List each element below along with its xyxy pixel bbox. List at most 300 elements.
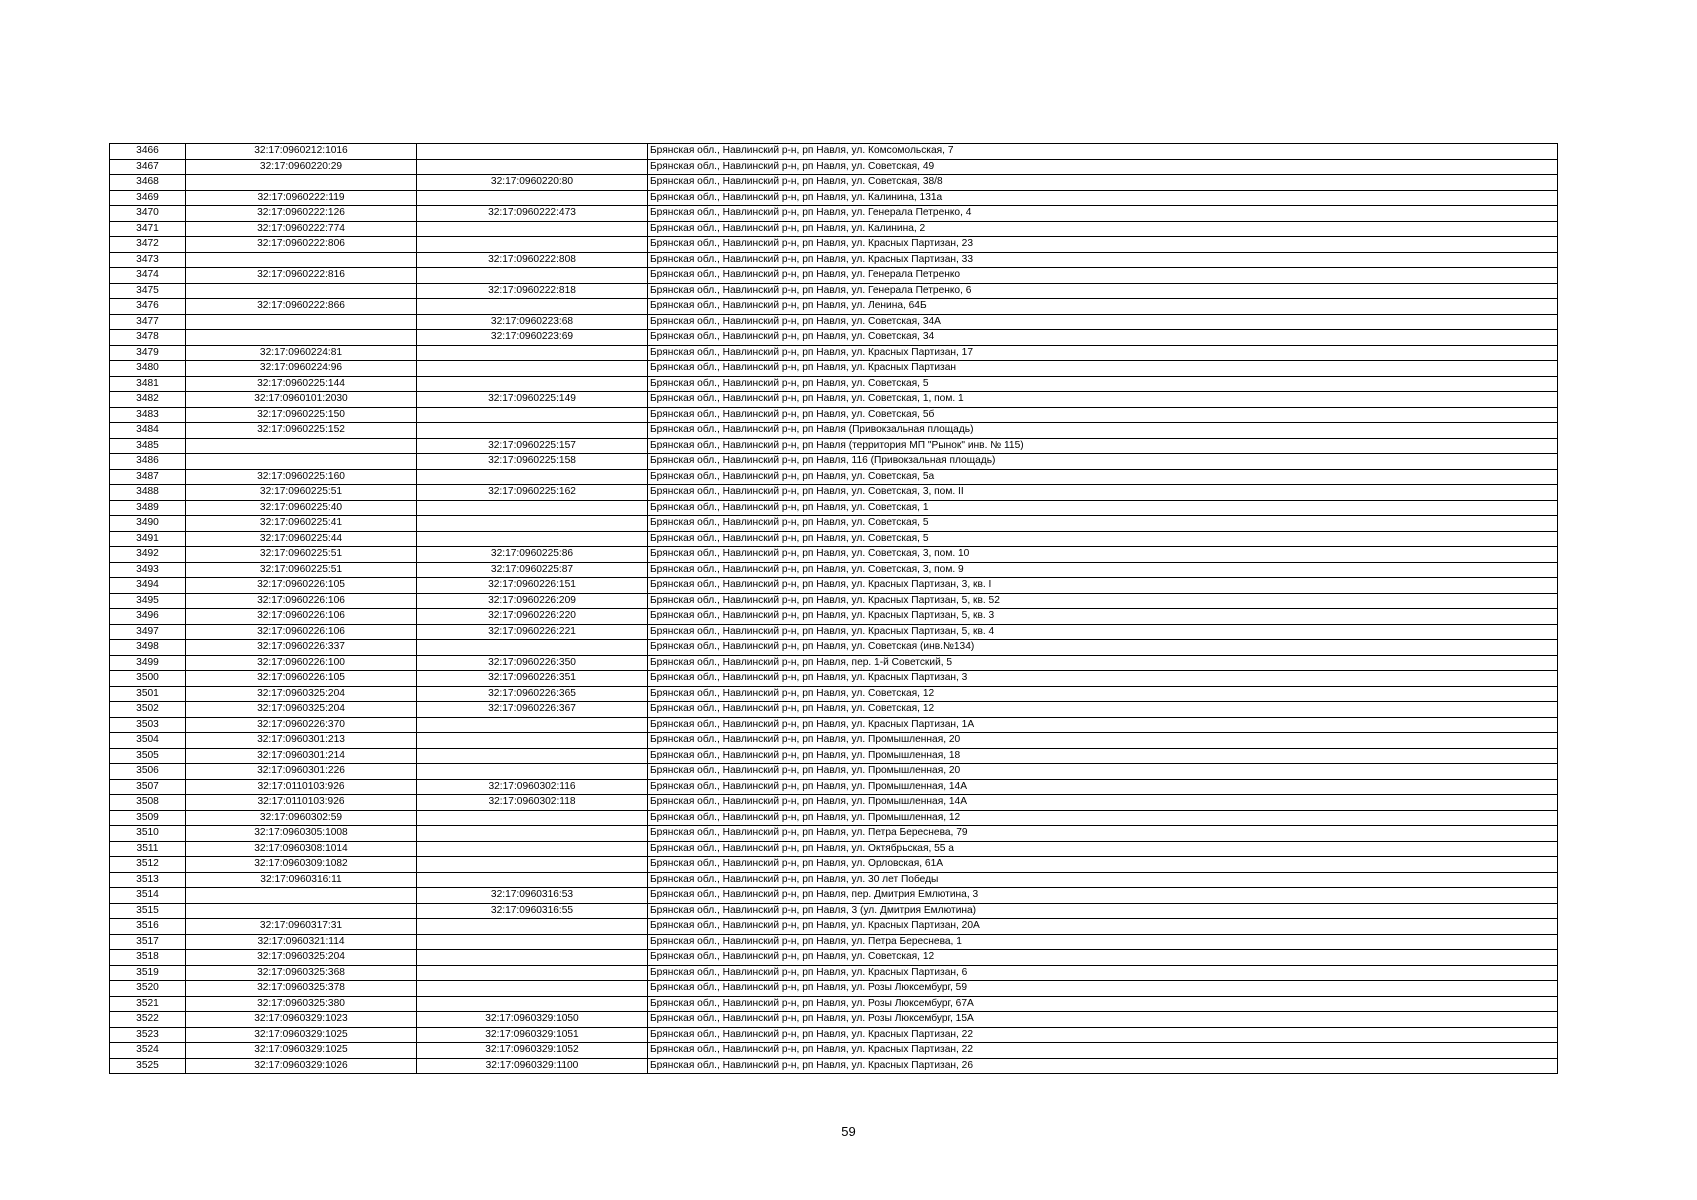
cadastral-number-cell: 32:17:0960222:126 [186,206,417,222]
row-number-cell: 3471 [110,221,186,237]
address-cell: Брянская обл., Навлинский р-н, рп Навля, ул. Генерала Петренко, 6 [648,283,1558,299]
row-number-cell: 3513 [110,872,186,888]
row-number-cell: 3512 [110,857,186,873]
table-row [110,1012,1558,1028]
related-cadastral-number-cell [417,826,648,842]
row-number-cell: 3524 [110,1043,186,1059]
row-number-cell: 3498 [110,640,186,656]
table-row [110,702,1558,718]
address-cell: Брянская обл., Навлинский р-н, рп Навля, ул. Советская, 1 [648,500,1558,516]
row-number-cell: 3476 [110,299,186,315]
address-cell: Брянская обл., Навлинский р-н, рп Навля, ул. Красных Партизан, 20А [648,919,1558,935]
cadastral-number-cell: 32:17:0960329:1026 [186,1058,417,1074]
table-row [110,469,1558,485]
related-cadastral-number-cell [417,423,648,439]
related-cadastral-number-cell [417,981,648,997]
cadastral-number-cell: 32:17:0110103:926 [186,779,417,795]
address-cell: Брянская обл., Навлинский р-н, рп Навля, ул. Советская (инв.№134) [648,640,1558,656]
address-cell: Брянская обл., Навлинский р-н, рп Навля, ул. Промышленная, 12 [648,810,1558,826]
address-cell: Брянская обл., Навлинский р-н, рп Навля, 116 (Привокзальная площадь) [648,454,1558,470]
row-number-cell: 3494 [110,578,186,594]
table-row [110,392,1558,408]
address-cell: Брянская обл., Навлинский р-н, рп Навля, ул. Советская, 5 [648,376,1558,392]
cadastral-number-cell [186,330,417,346]
cadastral-number-cell: 32:17:0960226:337 [186,640,417,656]
row-number-cell: 3510 [110,826,186,842]
address-cell: Брянская обл., Навлинский р-н, рп Навля (Привокзальная площадь) [648,423,1558,439]
cadastral-number-cell: 32:17:0960329:1025 [186,1043,417,1059]
related-cadastral-number-cell [417,345,648,361]
address-cell: Брянская обл., Навлинский р-н, рп Навля, ул. Красных Партизан, 5, кв. 4 [648,624,1558,640]
cadastral-number-cell [186,283,417,299]
table-row [110,748,1558,764]
cadastral-number-cell: 32:17:0960225:144 [186,376,417,392]
cadastral-number-cell: 32:17:0960222:806 [186,237,417,253]
address-cell: Брянская обл., Навлинский р-н, рп Навля, ул. Советская, 34А [648,314,1558,330]
table-row [110,903,1558,919]
table-row [110,717,1558,733]
cadastral-number-cell: 32:17:0960301:214 [186,748,417,764]
cadastral-number-cell: 32:17:0960225:152 [186,423,417,439]
cadastral-number-cell: 32:17:0960226:106 [186,624,417,640]
related-cadastral-number-cell: 32:17:0960226:350 [417,655,648,671]
related-cadastral-number-cell: 32:17:0960225:86 [417,547,648,563]
row-number-cell: 3500 [110,671,186,687]
cadastral-number-cell: 32:17:0110103:926 [186,795,417,811]
address-cell: Брянская обл., Навлинский р-н, рп Навля, ул. Промышленная, 14А [648,795,1558,811]
related-cadastral-number-cell: 32:17:0960222:808 [417,252,648,268]
cadastral-number-cell: 32:17:0960226:106 [186,609,417,625]
cadastral-number-cell: 32:17:0960225:150 [186,407,417,423]
related-cadastral-number-cell: 32:17:0960223:68 [417,314,648,330]
cadastral-number-cell: 32:17:0960226:105 [186,671,417,687]
address-cell: Брянская обл., Навлинский р-н, рп Навля, ул. Промышленная, 18 [648,748,1558,764]
row-number-cell: 3486 [110,454,186,470]
table-row [110,965,1558,981]
cadastral-number-cell: 32:17:0960317:31 [186,919,417,935]
related-cadastral-number-cell [417,531,648,547]
related-cadastral-number-cell: 32:17:0960223:69 [417,330,648,346]
related-cadastral-number-cell: 32:17:0960225:157 [417,438,648,454]
address-cell: Брянская обл., Навлинский р-н, рп Навля, ул. Красных Партизан, 22 [648,1043,1558,1059]
address-cell: Брянская обл., Навлинский р-н, рп Навля, ул. Ленина, 64Б [648,299,1558,315]
cadastral-number-cell: 32:17:0960305:1008 [186,826,417,842]
table-row [110,516,1558,532]
cadastral-number-cell [186,314,417,330]
related-cadastral-number-cell: 32:17:0960226:221 [417,624,648,640]
cadastral-number-cell: 32:17:0960224:81 [186,345,417,361]
table-row [110,206,1558,222]
table-row [110,547,1558,563]
related-cadastral-number-cell: 32:17:0960226:220 [417,609,648,625]
address-cell: Брянская обл., Навлинский р-н, рп Навля, ул. Промышленная, 14А [648,779,1558,795]
cadastral-number-cell: 32:17:0960325:204 [186,950,417,966]
table-row [110,640,1558,656]
cadastral-number-cell: 32:17:0960226:370 [186,717,417,733]
related-cadastral-number-cell: 32:17:0960225:149 [417,392,648,408]
related-cadastral-number-cell [417,965,648,981]
row-number-cell: 3468 [110,175,186,191]
table-row [110,686,1558,702]
table-row [110,252,1558,268]
cadastral-number-cell: 32:17:0960225:160 [186,469,417,485]
related-cadastral-number-cell: 32:17:0960316:53 [417,888,648,904]
related-cadastral-number-cell [417,268,648,284]
cadastral-number-cell: 32:17:0960321:114 [186,934,417,950]
row-number-cell: 3477 [110,314,186,330]
cadastral-number-cell [186,252,417,268]
cadastral-number-cell: 32:17:0960220:29 [186,159,417,175]
row-number-cell: 3502 [110,702,186,718]
cadastral-number-cell: 32:17:0960316:11 [186,872,417,888]
related-cadastral-number-cell [417,733,648,749]
table-row [110,655,1558,671]
table-row [110,345,1558,361]
address-cell: Брянская обл., Навлинский р-н, рп Навля, ул. Комсомольская, 7 [648,144,1558,160]
related-cadastral-number-cell [417,872,648,888]
cadastral-number-cell: 32:17:0960222:816 [186,268,417,284]
related-cadastral-number-cell: 32:17:0960225:158 [417,454,648,470]
row-number-cell: 3515 [110,903,186,919]
table-row [110,423,1558,439]
table-row [110,810,1558,826]
related-cadastral-number-cell [417,764,648,780]
cadastral-number-cell [186,888,417,904]
related-cadastral-number-cell [417,299,648,315]
table-row [110,764,1558,780]
related-cadastral-number-cell: 32:17:0960226:151 [417,578,648,594]
row-number-cell: 3503 [110,717,186,733]
table-row [110,950,1558,966]
row-number-cell: 3509 [110,810,186,826]
table-row [110,1027,1558,1043]
address-cell: Брянская обл., Навлинский р-н, рп Навля, ул. Советская, 5а [648,469,1558,485]
row-number-cell: 3470 [110,206,186,222]
related-cadastral-number-cell [417,950,648,966]
table-row [110,826,1558,842]
cadastral-number-cell: 32:17:0960225:41 [186,516,417,532]
cadastral-number-cell: 32:17:0960224:96 [186,361,417,377]
cadastral-number-cell: 32:17:0960225:51 [186,485,417,501]
row-number-cell: 3480 [110,361,186,377]
table-row [110,841,1558,857]
address-cell: Брянская обл., Навлинский р-н, рп Навля, ул. Красных Партизан, 6 [648,965,1558,981]
related-cadastral-number-cell: 32:17:0960302:116 [417,779,648,795]
row-number-cell: 3516 [110,919,186,935]
table-row [110,531,1558,547]
related-cadastral-number-cell: 32:17:0960225:162 [417,485,648,501]
table-row [110,578,1558,594]
table-row [110,888,1558,904]
address-cell: Брянская обл., Навлинский р-н, рп Навля, пер. 1-й Советский, 5 [648,655,1558,671]
row-number-cell: 3469 [110,190,186,206]
address-cell: Брянская обл., Навлинский р-н, рп Навля, ул. Красных Партизан, 22 [648,1027,1558,1043]
related-cadastral-number-cell [417,469,648,485]
address-cell: Брянская обл., Навлинский р-н, рп Навля, ул. Красных Партизан, 5, кв. 3 [648,609,1558,625]
address-cell: Брянская обл., Навлинский р-н, рп Навля, ул. Советская, 5 [648,516,1558,532]
related-cadastral-number-cell: 32:17:0960226:209 [417,593,648,609]
related-cadastral-number-cell: 32:17:0960302:118 [417,795,648,811]
table-row [110,361,1558,377]
address-cell: Брянская обл., Навлинский р-н, рп Навля, ул. Розы Люксембург, 67А [648,996,1558,1012]
address-cell: Брянская обл., Навлинский р-н, рп Навля, 3 (ул. Дмитрия Емлютина) [648,903,1558,919]
address-cell: Брянская обл., Навлинский р-н, рп Навля, ул. Красных Партизан, 23 [648,237,1558,253]
cadastral-number-cell: 32:17:0960325:380 [186,996,417,1012]
related-cadastral-number-cell [417,640,648,656]
address-cell: Брянская обл., Навлинский р-н, рп Навля, пер. Дмитрия Емлютина, 3 [648,888,1558,904]
cadastral-number-cell: 32:17:0960301:213 [186,733,417,749]
cadastral-number-cell [186,175,417,191]
address-cell: Брянская обл., Навлинский р-н, рп Навля, ул. Октябрьская, 55 а [648,841,1558,857]
related-cadastral-number-cell: 32:17:0960220:80 [417,175,648,191]
table-row [110,190,1558,206]
cadastral-number-cell: 32:17:0960325:204 [186,702,417,718]
address-cell: Брянская обл., Навлинский р-н, рп Навля, ул. Генерала Петренко [648,268,1558,284]
related-cadastral-number-cell [417,748,648,764]
row-number-cell: 3474 [110,268,186,284]
address-cell: Брянская обл., Навлинский р-н, рп Навля, ул. Советская, 3, пом. II [648,485,1558,501]
address-cell: Брянская обл., Навлинский р-н, рп Навля, ул. Красных Партизан, 3 [648,671,1558,687]
row-number-cell: 3504 [110,733,186,749]
table-row [110,454,1558,470]
row-number-cell: 3514 [110,888,186,904]
table-row [110,438,1558,454]
table-row [110,175,1558,191]
address-cell: Брянская обл., Навлинский р-н, рп Навля, ул. Розы Люксембург, 15А [648,1012,1558,1028]
related-cadastral-number-cell: 32:17:0960329:1050 [417,1012,648,1028]
address-cell: Брянская обл., Навлинский р-н, рп Навля, ул. 30 лет Победы [648,872,1558,888]
address-cell: Брянская обл., Навлинский р-н, рп Навля, ул. Калинина, 2 [648,221,1558,237]
row-number-cell: 3487 [110,469,186,485]
address-cell: Брянская обл., Навлинский р-н, рп Навля, ул. Петра Береснева, 1 [648,934,1558,950]
table-row [110,268,1558,284]
related-cadastral-number-cell: 32:17:0960329:1100 [417,1058,648,1074]
address-cell: Брянская обл., Навлинский р-н, рп Навля, ул. Красных Партизан, 1А [648,717,1558,733]
table-row [110,330,1558,346]
table-row [110,1043,1558,1059]
cadastral-number-cell: 32:17:0960309:1082 [186,857,417,873]
table-row [110,562,1558,578]
related-cadastral-number-cell [417,407,648,423]
cadastral-number-cell: 32:17:0960101:2030 [186,392,417,408]
cadastral-number-cell: 32:17:0960225:40 [186,500,417,516]
row-number-cell: 3466 [110,144,186,160]
row-number-cell: 3488 [110,485,186,501]
table-row [110,485,1558,501]
address-cell: Брянская обл., Навлинский р-н, рп Навля, ул. Красных Партизан, 17 [648,345,1558,361]
table-row [110,795,1558,811]
cadastral-number-cell: 32:17:0960225:51 [186,562,417,578]
row-number-cell: 3505 [110,748,186,764]
address-cell: Брянская обл., Навлинский р-н, рп Навля, ул. Красных Партизан [648,361,1558,377]
table-row [110,919,1558,935]
table-row [110,733,1558,749]
row-number-cell: 3490 [110,516,186,532]
address-cell: Брянская обл., Навлинский р-н, рп Навля, ул. Советская, 49 [648,159,1558,175]
address-cell: Брянская обл., Навлинский р-н, рп Навля, ул. Советская, 1, пом. 1 [648,392,1558,408]
address-cell: Брянская обл., Навлинский р-н, рп Навля, ул. Красных Партизан, 5, кв. 52 [648,593,1558,609]
page-number: 59 [841,1124,856,1139]
row-number-cell: 3523 [110,1027,186,1043]
related-cadastral-number-cell: 32:17:0960329:1051 [417,1027,648,1043]
related-cadastral-number-cell: 32:17:0960226:367 [417,702,648,718]
address-cell: Брянская обл., Навлинский р-н, рп Навля, ул. Петра Береснева, 79 [648,826,1558,842]
related-cadastral-number-cell: 32:17:0960225:87 [417,562,648,578]
related-cadastral-number-cell [417,190,648,206]
address-cell: Брянская обл., Навлинский р-н, рп Навля, ул. Генерала Петренко, 4 [648,206,1558,222]
cadastral-number-cell: 32:17:0960222:866 [186,299,417,315]
address-cell: Брянская обл., Навлинский р-н, рп Навля, ул. Красных Партизан, 26 [648,1058,1558,1074]
row-number-cell: 3478 [110,330,186,346]
related-cadastral-number-cell: 32:17:0960226:351 [417,671,648,687]
cadastral-number-cell: 32:17:0960225:44 [186,531,417,547]
table-row [110,314,1558,330]
address-cell: Брянская обл., Навлинский р-н, рп Навля (территория МП "Рынок" инв. № 115) [648,438,1558,454]
row-number-cell: 3501 [110,686,186,702]
table-row [110,872,1558,888]
address-cell: Брянская обл., Навлинский р-н, рп Навля, ул. Советская, 5 [648,531,1558,547]
table-row [110,237,1558,253]
cadastral-number-cell: 32:17:0960302:59 [186,810,417,826]
row-number-cell: 3499 [110,655,186,671]
related-cadastral-number-cell [417,221,648,237]
table-row [110,593,1558,609]
row-number-cell: 3491 [110,531,186,547]
row-number-cell: 3473 [110,252,186,268]
row-number-cell: 3492 [110,547,186,563]
related-cadastral-number-cell [417,919,648,935]
table-row [110,671,1558,687]
row-number-cell: 3507 [110,779,186,795]
row-number-cell: 3467 [110,159,186,175]
table-row [110,407,1558,423]
row-number-cell: 3475 [110,283,186,299]
address-cell: Брянская обл., Навлинский р-н, рп Навля, ул. Красных Партизан, 33 [648,252,1558,268]
table-row [110,283,1558,299]
address-cell: Брянская обл., Навлинский р-н, рп Навля, ул. Советская, 5б [648,407,1558,423]
address-cell: Брянская обл., Навлинский р-н, рп Навля, ул. Советская, 3, пом. 10 [648,547,1558,563]
cadastral-number-cell [186,454,417,470]
related-cadastral-number-cell [417,841,648,857]
address-cell: Брянская обл., Навлинский р-н, рп Навля, ул. Орловская, 61А [648,857,1558,873]
address-cell: Брянская обл., Навлинский р-н, рп Навля, ул. Советская, 3, пом. 9 [648,562,1558,578]
row-number-cell: 3479 [110,345,186,361]
row-number-cell: 3482 [110,392,186,408]
address-cell: Брянская обл., Навлинский р-н, рп Навля, ул. Красных Партизан, 3, кв. I [648,578,1558,594]
related-cadastral-number-cell: 32:17:0960222:818 [417,283,648,299]
address-cell: Брянская обл., Навлинский р-н, рп Навля, ул. Советская, 12 [648,686,1558,702]
related-cadastral-number-cell [417,717,648,733]
table-row [110,779,1558,795]
cadastral-number-cell: 32:17:0960226:105 [186,578,417,594]
table-row [110,299,1558,315]
cadastral-number-cell: 32:17:0960301:226 [186,764,417,780]
row-number-cell: 3489 [110,500,186,516]
related-cadastral-number-cell [417,361,648,377]
cadastral-number-cell: 32:17:0960222:119 [186,190,417,206]
related-cadastral-number-cell [417,144,648,160]
row-number-cell: 3485 [110,438,186,454]
cadastral-number-cell: 32:17:0960308:1014 [186,841,417,857]
address-cell: Брянская обл., Навлинский р-н, рп Навля, ул. Советская, 12 [648,702,1558,718]
related-cadastral-number-cell [417,500,648,516]
table-row [110,159,1558,175]
cadastral-number-cell: 32:17:0960226:100 [186,655,417,671]
row-number-cell: 3493 [110,562,186,578]
registry-table-body [110,144,1558,1074]
cadastral-number-cell [186,438,417,454]
row-number-cell: 3518 [110,950,186,966]
address-cell: Брянская обл., Навлинский р-н, рп Навля, ул. Розы Люксембург, 59 [648,981,1558,997]
row-number-cell: 3508 [110,795,186,811]
cadastral-number-cell: 32:17:0960329:1023 [186,1012,417,1028]
cadastral-number-cell: 32:17:0960329:1025 [186,1027,417,1043]
table-row [110,981,1558,997]
address-cell: Брянская обл., Навлинский р-н, рп Навля, ул. Промышленная, 20 [648,733,1558,749]
related-cadastral-number-cell [417,934,648,950]
cadastral-number-cell: 32:17:0960212:1016 [186,144,417,160]
table-row [110,934,1558,950]
table-row [110,609,1558,625]
table-row [110,857,1558,873]
related-cadastral-number-cell [417,996,648,1012]
row-number-cell: 3497 [110,624,186,640]
related-cadastral-number-cell [417,857,648,873]
row-number-cell: 3519 [110,965,186,981]
row-number-cell: 3517 [110,934,186,950]
row-number-cell: 3506 [110,764,186,780]
cadastral-number-cell: 32:17:0960325:378 [186,981,417,997]
cadastral-number-cell: 32:17:0960222:774 [186,221,417,237]
address-cell: Брянская обл., Навлинский р-н, рп Навля, ул. Промышленная, 20 [648,764,1558,780]
related-cadastral-number-cell [417,810,648,826]
address-cell: Брянская обл., Навлинский р-н, рп Навля, ул. Советская, 12 [648,950,1558,966]
address-cell: Брянская обл., Навлинский р-н, рп Навля, ул. Советская, 38/8 [648,175,1558,191]
row-number-cell: 3520 [110,981,186,997]
cadastral-number-cell: 32:17:0960226:106 [186,593,417,609]
table-row [110,624,1558,640]
address-cell: Брянская обл., Навлинский р-н, рп Навля, ул. Советская, 34 [648,330,1558,346]
row-number-cell: 3483 [110,407,186,423]
row-number-cell: 3522 [110,1012,186,1028]
row-number-cell: 3481 [110,376,186,392]
table-row [110,376,1558,392]
related-cadastral-number-cell [417,159,648,175]
related-cadastral-number-cell: 32:17:0960222:473 [417,206,648,222]
related-cadastral-number-cell [417,237,648,253]
cadastral-number-cell: 32:17:0960225:51 [186,547,417,563]
table-row [110,500,1558,516]
registry-table [109,143,1558,1074]
cadastral-number-cell: 32:17:0960325:204 [186,686,417,702]
row-number-cell: 3496 [110,609,186,625]
table-row [110,1058,1558,1074]
row-number-cell: 3484 [110,423,186,439]
row-number-cell: 3495 [110,593,186,609]
related-cadastral-number-cell [417,516,648,532]
table-row [110,221,1558,237]
related-cadastral-number-cell: 32:17:0960329:1052 [417,1043,648,1059]
related-cadastral-number-cell: 32:17:0960226:365 [417,686,648,702]
row-number-cell: 3511 [110,841,186,857]
table-row [110,996,1558,1012]
row-number-cell: 3525 [110,1058,186,1074]
related-cadastral-number-cell: 32:17:0960316:55 [417,903,648,919]
cadastral-number-cell: 32:17:0960325:368 [186,965,417,981]
row-number-cell: 3521 [110,996,186,1012]
table-row [110,144,1558,160]
address-cell: Брянская обл., Навлинский р-н, рп Навля, ул. Калинина, 131а [648,190,1558,206]
